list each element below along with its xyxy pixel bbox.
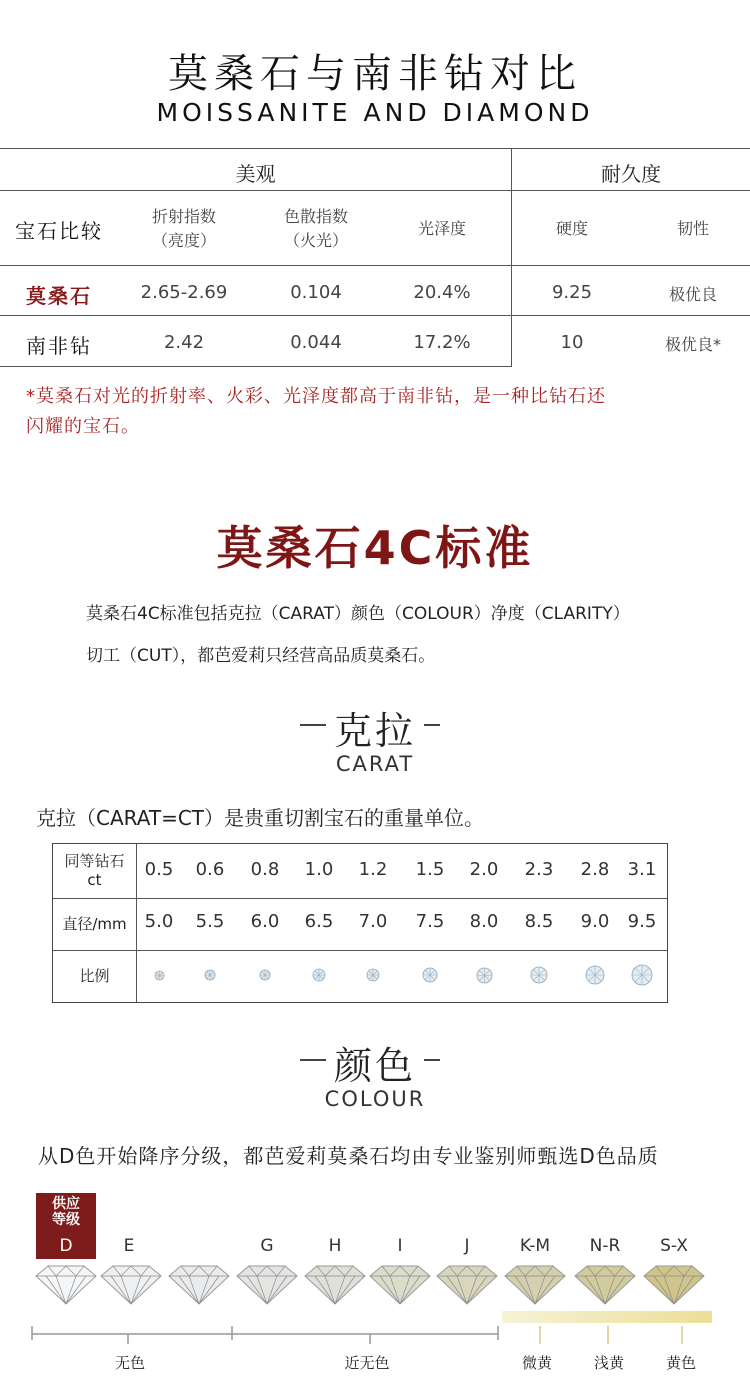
diamond-size-icon — [153, 969, 166, 982]
table-divider — [0, 190, 750, 191]
carat-diameter-value: 7.0 — [358, 911, 388, 932]
carat-diameter-value: 6.5 — [304, 911, 334, 932]
carat-diameter-value: 9.0 — [580, 911, 610, 932]
carat-ct-value: 0.5 — [144, 859, 174, 880]
colour-subtitle: COLOUR — [324, 1087, 426, 1111]
col-hardness: 硬度 — [555, 219, 588, 238]
section-4c-title: 莫桑石4C标准 — [216, 521, 534, 575]
table-divider — [0, 315, 750, 316]
row-moissanite-hardness: 9.25 — [551, 282, 593, 303]
colour-grade-label: N-R — [589, 1236, 621, 1256]
carat-ct-value: 2.8 — [580, 859, 610, 880]
comparison-note — [26, 382, 726, 442]
row-moissanite-luster: 20.4% — [413, 282, 471, 303]
row-diamond-hardness: 10 — [560, 332, 584, 353]
row-diamond-luster: 17.2% — [413, 332, 471, 353]
colour-grade-label: H — [328, 1236, 342, 1256]
carat-row-label-ratio: 比例 — [79, 967, 110, 985]
row-diamond-toughness: 极优良* — [664, 335, 721, 354]
note-line-2: 闪耀的宝石。 — [26, 416, 140, 437]
diamond-size-icon — [311, 967, 327, 983]
colour-scale-label: 无色 — [114, 1354, 145, 1372]
colour-grade-label: S-X — [660, 1236, 688, 1256]
carat-diameter-value: 8.5 — [524, 911, 554, 932]
row-moissanite-toughness: 极优良 — [668, 285, 717, 304]
carat-diameter-value: 9.5 — [627, 911, 657, 932]
page-subtitle: MOISSANITE AND DIAMOND — [156, 98, 594, 127]
carat-title: 克拉 — [333, 709, 416, 753]
group-beauty-header: 美观 — [235, 162, 276, 186]
carat-row-label-ct-line2: ct — [87, 871, 102, 889]
diamond-size-icon — [529, 965, 549, 985]
row-header-label: 宝石比较 — [15, 219, 103, 243]
carat-ct-value: 2.0 — [469, 859, 499, 880]
carat-subtitle: CARAT — [335, 752, 415, 776]
diamond-size-icon — [630, 963, 654, 987]
diamond-size-icon — [258, 968, 272, 982]
carat-ct-value: 1.5 — [415, 859, 445, 880]
carat-ct-value: 1.2 — [358, 859, 388, 880]
colour-grade-label: J — [464, 1236, 470, 1256]
carat-diameter-value: 5.0 — [144, 911, 174, 932]
carat-row-label-ct — [53, 852, 136, 890]
row-moissanite-dispersion: 0.104 — [290, 282, 342, 303]
colour-scale-label: 微黄 — [521, 1354, 552, 1372]
carat-table-divider — [53, 950, 667, 951]
col-refraction-line2: （亮度） — [151, 231, 216, 250]
colour-grade-label: D — [59, 1236, 73, 1256]
col-luster: 光泽度 — [417, 219, 466, 238]
carat-diameter-value: 6.0 — [250, 911, 280, 932]
colour-scale-lines — [0, 1300, 750, 1360]
carat-ct-value: 0.8 — [250, 859, 280, 880]
col-toughness: 韧性 — [676, 219, 709, 238]
diamond-size-icon — [584, 964, 606, 986]
page-title: 莫桑石与南非钻对比 — [168, 51, 582, 97]
col-refraction — [124, 205, 244, 253]
colour-title: 颜色 — [333, 1044, 416, 1088]
row-diamond-name: 南非钻 — [26, 334, 92, 358]
row-moissanite-name: 莫桑石 — [26, 284, 92, 308]
colour-grade-label: I — [397, 1236, 403, 1256]
note-line-1: *莫桑石对光的折射率、火彩、光泽度都高于南非钻，是一种比钻石还 — [26, 386, 606, 407]
carat-ct-value: 0.6 — [195, 859, 225, 880]
carat-ct-value: 3.1 — [627, 859, 657, 880]
standard-desc-line-1: 莫桑石4C标准包括克拉（CARAT）颜色（COLOUR）净度（CLARITY） — [86, 604, 630, 624]
row-diamond-dispersion: 0.044 — [290, 332, 342, 353]
row-moissanite-refraction: 2.65-2.69 — [140, 282, 228, 303]
badge-line-1: 供应 — [52, 1196, 80, 1212]
diamond-size-icon — [365, 967, 381, 983]
badge-line-2: 等级 — [52, 1212, 80, 1228]
colour-scale-label: 近无色 — [344, 1354, 390, 1372]
carat-ct-value: 1.0 — [304, 859, 334, 880]
comparison-table — [0, 148, 750, 366]
col-refraction-line1: 折射指数 — [151, 207, 216, 226]
diamond-size-icon — [475, 966, 494, 985]
colour-scale-label: 浅黄 — [593, 1354, 624, 1372]
table-border-top — [0, 148, 750, 149]
diamond-size-icon — [203, 968, 217, 982]
col-dispersion-line2: （火光） — [283, 231, 348, 250]
carat-description: 克拉（CARAT=CT）是贵重切割宝石的重量单位。 — [36, 806, 485, 830]
colour-description: 从D色开始降序分级，都芭爱莉莫桑石均由专业鉴别师甄选D色品质 — [38, 1144, 659, 1168]
standard-desc-line-2: 切工（CUT），都芭爱莉只经营高品质莫桑石。 — [86, 646, 436, 666]
table-border-bottom — [0, 366, 512, 367]
carat-row-label-diameter: 直径/mm — [62, 915, 127, 933]
diamond-size-icon — [421, 966, 439, 984]
colour-grade-label: E — [123, 1236, 135, 1256]
group-durability-header: 耐久度 — [601, 162, 661, 186]
colour-grade-label: K-M — [519, 1236, 551, 1256]
carat-diameter-value: 5.5 — [195, 911, 225, 932]
table-divider — [0, 265, 750, 266]
carat-ct-value: 2.3 — [524, 859, 554, 880]
colour-scale-label: 黄色 — [665, 1354, 696, 1372]
colour-grade-label: G — [260, 1236, 274, 1256]
col-dispersion-line1: 色散指数 — [283, 207, 348, 226]
carat-diameter-value: 8.0 — [469, 911, 499, 932]
carat-diameter-value: 7.5 — [415, 911, 445, 932]
row-diamond-refraction: 2.42 — [163, 332, 205, 353]
carat-table — [52, 843, 668, 1003]
carat-table-divider — [53, 898, 667, 899]
carat-row-label-ct-line1: 同等钻石 — [64, 852, 125, 870]
yellow-scale-bar — [502, 1311, 712, 1323]
col-dispersion — [256, 205, 376, 253]
